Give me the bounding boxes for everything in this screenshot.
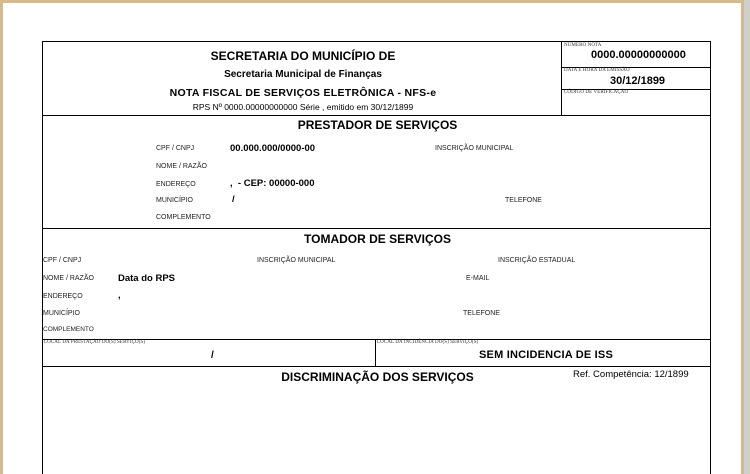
local-prestacao-label: LOCAL DA PRESTAÇÃO DO(S) SERVIÇO(S) bbox=[44, 340, 146, 345]
tomador-endereco-label: ENDEREÇO bbox=[43, 293, 83, 300]
tomador-municipio-label: MUNICÍPIO bbox=[43, 310, 80, 317]
local-divider bbox=[375, 339, 376, 366]
prestador-municipio-label: MUNICÍPIO bbox=[156, 197, 193, 204]
local-incidencia-label: LOCAL DA INCIDÊNCIA DO(S) SERVIÇO(S) bbox=[377, 340, 479, 345]
numero-nota-value: 0000.00000000000 bbox=[591, 49, 686, 61]
side-box-divider bbox=[561, 42, 562, 115]
ref-competencia: Ref. Competência: 12/1899 bbox=[573, 369, 689, 380]
tomador-heading: TOMADOR DE SERVIÇOS bbox=[304, 232, 451, 246]
nfse-document bbox=[42, 41, 711, 474]
prestador-telefone-label: TELEFONE bbox=[505, 197, 542, 204]
prestador-heading: PRESTADOR DE SERVIÇOS bbox=[297, 118, 458, 132]
tomador-telefone-label: TELEFONE bbox=[463, 310, 500, 317]
data-emissao-value: 30/12/1899 bbox=[610, 75, 666, 87]
tomador-nome-value: Data do RPS bbox=[118, 273, 176, 284]
data-emissao-label: DATA E HORA DA EMISSÃO bbox=[564, 68, 630, 73]
prestador-endereco-label: ENDEREÇO bbox=[156, 181, 196, 188]
prestador-cpf-value: 00.000.000/0000-00 bbox=[230, 143, 316, 154]
prestador-endereco-value: , - CEP: 00000-000 bbox=[230, 178, 315, 189]
prestador-municipio-value: / bbox=[232, 194, 235, 205]
tomador-complemento-label: COMPLEMENTO bbox=[43, 326, 94, 333]
numero-nota-label: NÚMERO NOTA bbox=[564, 43, 602, 48]
tomador-ie-label: INSCRIÇÃO ESTADUAL bbox=[498, 257, 576, 264]
prestador-nome-label: NOME / RAZÃO bbox=[156, 163, 207, 170]
tomador-endereco-value: , bbox=[118, 290, 121, 301]
tomador-im-label: INSCRIÇÃO MUNICIPAL bbox=[257, 257, 336, 264]
prestador-im-label: INSCRIÇÃO MUNICIPAL bbox=[435, 145, 514, 152]
header-doc-type: NOTA FISCAL DE SERVIÇOS ELETRÔNICA - NFS-e bbox=[169, 87, 437, 99]
codigo-verificacao-label: CÓDIGO DE VERIFICAÇÃO bbox=[564, 90, 629, 95]
prestador-cpf-label: CPF / CNPJ bbox=[156, 145, 195, 152]
tomador-nome-label: NOME / RAZÃO bbox=[43, 275, 94, 282]
header-rps-line: RPS Nº 0000.00000000000 Série , emitido em 30/12/1899 bbox=[192, 102, 414, 112]
discriminacao-heading: DISCRIMINAÇÃO DOS SERVIÇOS bbox=[281, 370, 474, 384]
section-divider bbox=[43, 115, 710, 116]
local-incidencia-value: SEM INCIDENCIA DE ISS bbox=[479, 349, 613, 361]
prestador-complemento-label: COMPLEMENTO bbox=[156, 214, 211, 221]
page-shadow bbox=[744, 0, 750, 474]
tomador-email-label: E-MAIL bbox=[466, 275, 490, 282]
section-divider bbox=[43, 366, 710, 367]
section-divider bbox=[43, 228, 710, 229]
local-prestacao-value: / bbox=[211, 350, 214, 361]
header-title: SECRETARIA DO MUNICÍPIO DE bbox=[210, 49, 396, 63]
tomador-cpf-label: CPF / CNPJ bbox=[43, 257, 82, 264]
header-subtitle: Secretaria Municipal de Finanças bbox=[224, 69, 382, 80]
